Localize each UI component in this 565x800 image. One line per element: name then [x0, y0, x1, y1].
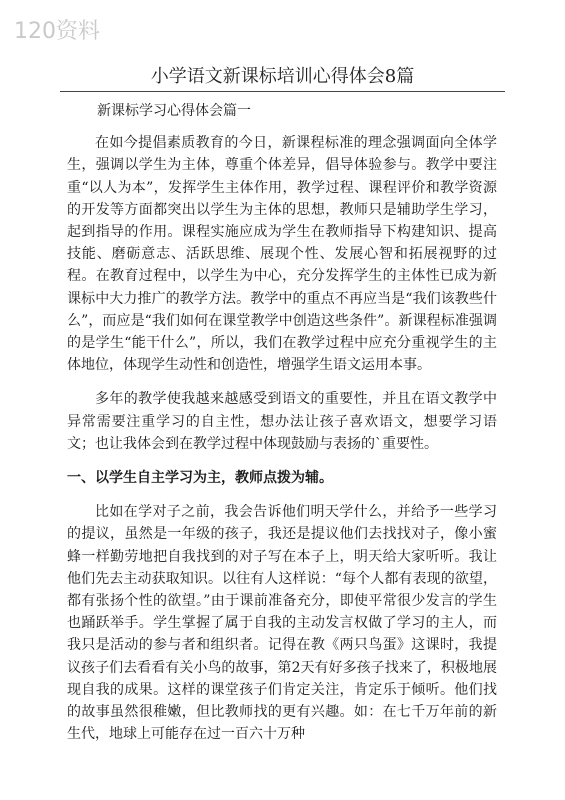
body-paragraph: 多年的教学使我越来越感受到语文的重要性，并且在语文教学中异常需要注重学习的自主性，想办法让孩子喜欢语文，想要学习语文；也让我体会到在教学过程中体现鼓励与表扬的`重要性。: [67, 391, 497, 452]
section-subtitle: 新课标学习心得体会篇一: [97, 103, 251, 119]
document-body: [67, 100, 497, 757]
section-heading: 一、以学生自主学习为主，教师点拨为辅。: [67, 470, 333, 487]
body-paragraph: 比如在学对子之前，我会告诉他们明天学什么，并给予一些学习的提议，虽然是一年级的孩子，我还是提议他们去找找对子，像小蜜蜂一样勤劳地把自我找到的对子写在本子上，明天给大家听听。我让他们先去主动获取知识。以往有人这样说：“每个人都有表现的欲望，都有张扬个性的欲望。”由于课前准备充分，即使平常很少发言的学生也踊跃举手。学生掌握了属于自我的主动发言权做了学习的主人，而我只是活动的参与者和组织者。记得在教《两只鸟蛋》这课时，我提议孩子们去看看有关小鸟的故事，第2天有好多孩子找来了，积极地展现自我的成果。这样的课堂孩子们肯定关注，肯定乐于倾听。他们找的故事虽然很稚嫩，但比教师找的更有兴趣。如：在七千万年前的新生代，地球上可能存在过一百六十万种: [67, 504, 497, 743]
document-title: 小学语文新课标培训心得体会8篇: [150, 66, 415, 87]
body-paragraph: 在如今提倡素质教育的今日，新课程标准的理念强调面向全体学生，强调以学生为主体，尊重个体差异，倡导体验参与。教学中要注重“以人为本”，发挥学生主体作用，教学过程、课程评价和教学资源的开发等方面都突出以学生为主体的思想，教师只是辅助学生学习，起到指导的作用。课程实施应成为学生在教师指导下构建知识、提高技能、磨砺意志、活跃思维、展现个性、发展心智和拓展视野的过程。在教育过程中，以学生为中心，充分发挥学生的主体性已成为新课标中大力推广的教学方法。教学中的重点不再应当是“我们该教些什么”，而应是“我们如何在课堂教学中创造这些条件”。新课程标准强调的是学生“能干什么”，所以，我们在教学过程中应充分重视学生的主体地位，体现学生动性和创造性，增强学生语文运用本事。: [67, 135, 497, 374]
watermark-logo: 120资料: [14, 19, 100, 44]
title-divider: [60, 91, 505, 92]
